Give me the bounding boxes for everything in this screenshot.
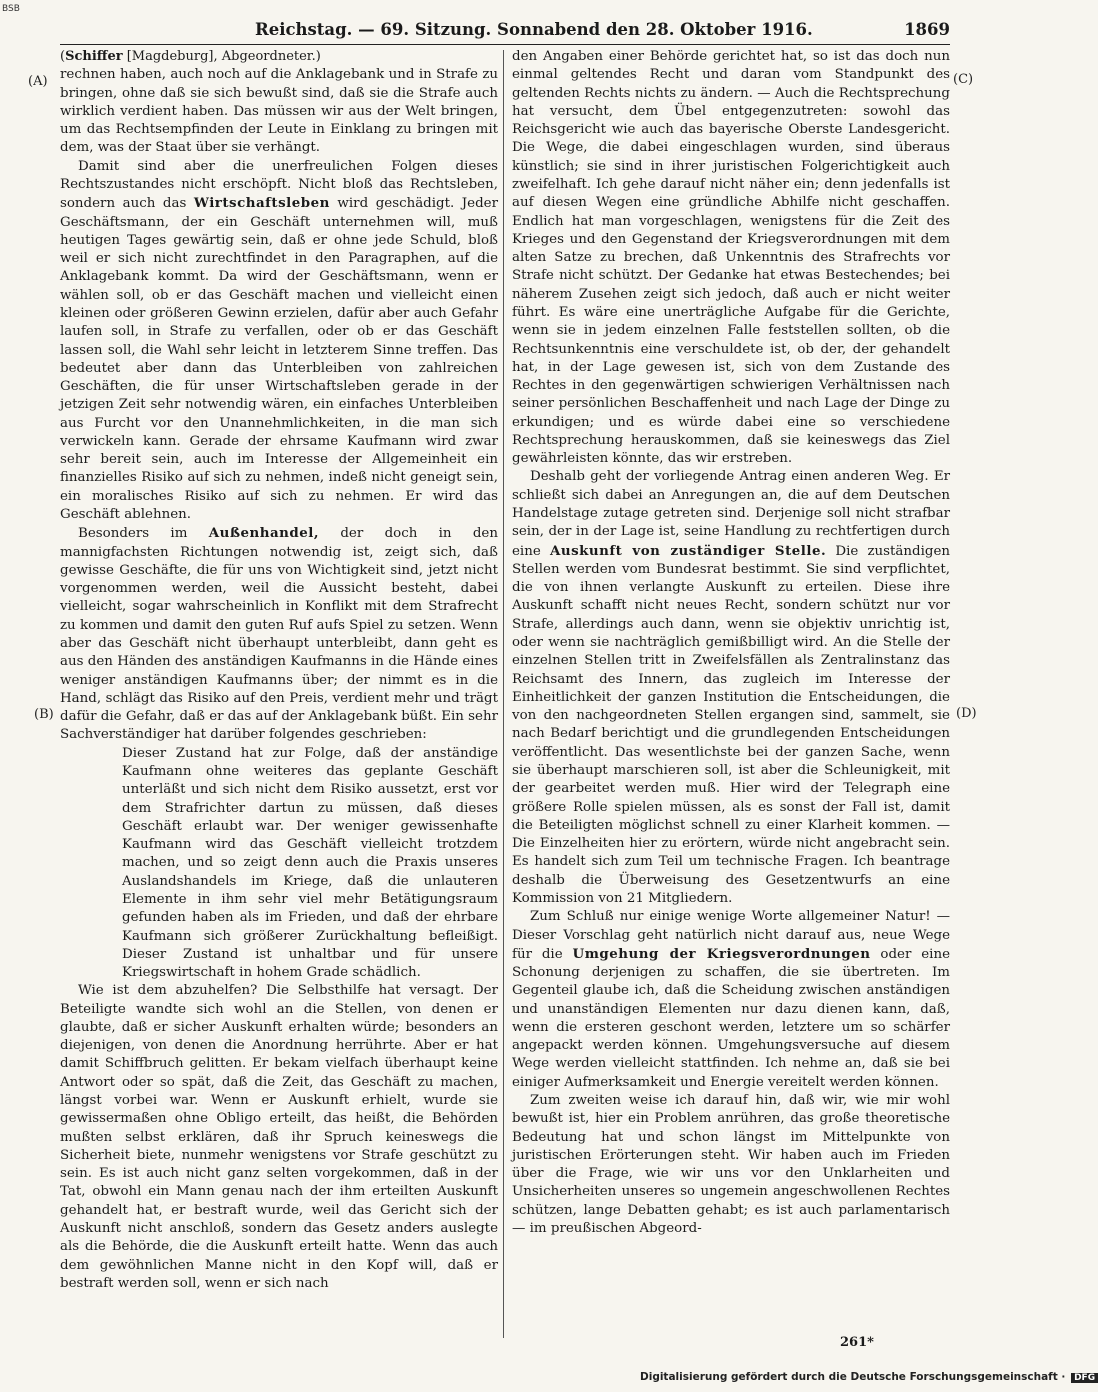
text-run: Zum Schluß nur einige wenige Worte allgemeiner Natur! — Dieser Vorschlag geht natürlich nicht darauf aus, neue Wege für die [512, 909, 950, 962]
speaker-name: Schiffer [65, 49, 123, 64]
header-title: Reichstag. — 69. Sitzung. Sonnabend den 28. Oktober 1916. [255, 20, 813, 39]
margin-marker-d: (D) [956, 706, 977, 721]
text-run: Die zuständigen Stellen werden vom Bundesrat bestimmt. Sie sind verpflichtet, die von ihnen verlangte Auskunft zu erteilen. Diese ihre Auskunft schafft nicht neues Recht, sondern schützt nur vor Strafe, allerdings auch dann, wenn sie objektiv unrichtig ist, oder wenn sie nachträglich gemißbilligt wird. An die Stelle der einzelnen Stellen tritt in Zweifelsfällen als Zentralinstanz das Reichsamt des Innern, das zugleich im Interesse der Einheitlichkeit der ganzen Institution die Entscheidungen, die von den nachgeordneten Stellen ergangen sind, sammelt, sie nach Bedarf berichtigt und die grundlegenden Entscheidungen veröffentlicht. Das wesentlichste bei der ganzen Sache, wenn sie überhaupt marschieren soll, ist aber die Schleunigkeit, mit der gearbeitet werden muß. Hier wird der Telegraph eine größere Rolle spielen müssen, als es sonst der Fall ist, damit die Beteiligten möglichst schnell zu einer Klarheit kommen. — Die Einzelheiten hier zu erörtern, würde nicht angebracht sein. Es handelt sich zum Teil um technische Fragen. Ich beantrage deshalb die Überweisung des Gesetzentwurfs an eine Kommission von 21 Mitgliedern. [512, 543, 950, 906]
footer [640, 1371, 1098, 1383]
paragraph: Wie ist dem abzuhelfen? Die Selbsthilfe hat versagt. Der Beteiligte wandte sich wohl an die Stellen, von denen er glaubte, daß er sicher Auskunft erhalten würde; besonders an diejenigen, von denen die Anordnung herrührte. Aber er hat damit Schiffbruch gelitten. Er bekam vielfach überhaupt keine Antwort oder so spät, daß die Zeit, das Geschäft zu machen, längst vorbei war. Wenn er Auskunft erhielt, wurde sie gewissermaßen ohne Obligo erteilt, das heißt, die Behörden mußten selbst erklären, daß ihr Spruch keineswegs die Sicherheit biete, nunmehr wenigstens vor Strafe geschützt zu sein. Es ist auch nicht ganz selten vorgekommen, daß in der Tat, obwohl ein Mann genau nach der ihm erteilten Auskunft gehandelt hat, er bestraft wurde, weil das Gericht sich der Auskunft nicht anschloß, sondern das Gesetz anders auslegte als die Behörde, die die Auskunft erteilt hatte. Wenn das auch dem gewöhnlichen Manne nicht in den Kopf will, daß er bestraft werden soll, wenn er sich nach [60, 983, 498, 1291]
text-run: Damit sind aber die unerfreulichen Folgen dieses Rechtszustandes nicht erschöpft. Nicht bloß das Rechtsleben, sondern auch das [60, 158, 498, 212]
text-run: Besonders im [78, 526, 209, 542]
column-divider [503, 50, 504, 1338]
page-header [60, 18, 950, 45]
speaker-info: [Magdeburg], Abgeordneter.) [122, 49, 321, 64]
signature-mark: 261* [840, 1335, 874, 1350]
paragraph: rechnen haben, auch noch auf die Anklagebank und in Strafe zu bringen, ohne daß sie sich bewußt sind, daß sie die Strafe auch wirklich verdient haben. Das müssen wir aus der Welt bringen, um das Rechtsempfinden der Leute in Einklang zu bringen mit dem, was der Staat über sie verhängt. [60, 67, 498, 156]
margin-marker-b: (B) [34, 707, 54, 722]
speaker-line: (Schiffer [Magdeburg], Abgeordneter.) [60, 49, 321, 64]
emphasis: Außenhandel, [208, 525, 320, 542]
emphasis: Auskunft von zuständiger Stelle. [549, 542, 827, 559]
paragraph [60, 158, 498, 525]
paragraph: Zum zweiten weise ich darauf hin, daß wir, wie mir wohl bewußt ist, hier ein Problem anrühren, das große theoretische Bedeutung hat und schon längst im Mittelpunkte von juristischen Erörterungen steht. Wir haben auch im Frieden über die Frage, wie wir uns vor den Unklarheiten und Unsicherheiten unseres so ungemein angeschwollenen Rechtes schützen, lange Debatten gehabt; es ist auch parlamentarisch — im preußischen Abgeord- [512, 1093, 950, 1236]
text-run: wird geschädigt. Jeder Geschäftsmann, der ein Geschäft unternehmen will, muß heutigen Tages gewärtig sein, daß er ohne jede Schuld, bloß weil er sich nicht zurechtfindet in den Paragraphen, auf die Anklagebank kommt. Da wird der Geschäftsmann, wenn er wählen soll, ob er das Geschäft machen und vielleicht einen kleinen oder größeren Gewinn erzielen, dafür aber auch Gefahr laufen soll, in Strafe zu verfallen, oder ob er das Geschäft lassen soll, die Wahl sehr leicht in letzterem Sinne treffen. Das bedeutet aber dann das Unterbleiben von zahlreichen Geschäften, die für unser Wirtschaftsleben gerade in der jetzigen Zeit sehr notwendig wären, ein einfaches Unterbleiben aus Furcht vor den Unannehmlichkeiten, in die man sich verwickeln kann. Gerade der ehrsame Kaufmann wird zwar sehr bereit sein, auch im Interesse der Allgemeinheit ein finanzielles Risiko auf sich zu nehmen, indeß nicht geneigt sein, ein moralisches Risiko auf sich zu nehmen. Er wird das Geschäft ablehnen. [60, 196, 498, 523]
text-run: Deshalb geht der vorliegende Antrag einen anderen Weg. Er schließt sich dabei an Anregungen an, die auf dem Deutschen Handelstage zutage getreten sind. Derjenige soll nicht strafbar sein, der in der Lage ist, seine Handlung zu rechtfertigen durch eine [512, 469, 950, 559]
emphasis: Umgehung der Kriegsverordnungen [572, 945, 871, 962]
paragraph: den Angaben einer Behörde gerichtet hat, so ist das doch nun einmal geltendes Recht und daran vom Standpunkt des geltenden Rechts nichts zu ändern. — Auch die Rechtsprechung hat versucht, dem Übel entgegenzutreten: sowohl das Reichsgericht wie auch das bayerische Oberste Landesgericht. Die Wege, die dabei eingeschlagen wurden, sind überaus künstlich; sie sind in ihrer juristischen Folgerichtigkeit auch zweifelhaft. Ich gehe darauf nicht näher ein; denn jedenfalls ist auf diesen Wegen eine gründliche Abhilfe nicht geschaffen. Endlich hat man vorgeschlagen, wenigstens für die Zeit des Krieges und den Gegenstand der Kriegsverordnungen mit dem alten Satze zu brechen, daß Unkenntnis des Strafrechts vor Strafe nicht schützt. Der Gedanke hat etwas Bestechendes; bei näherem Zusehen zeigt sich jedoch, daß auch er nicht weiter führt. Es wäre eine unerträgliche Aufgabe für die Gerichte, wenn sie in jedem einzelnen Falle feststellen sollten, ob die Rechtsunkenntnis eine verschuldete ist, ob der, der gehandelt hat, in der Lage gewesen ist, sich von dem Zustande des Rechtes in den gegenwärtigen schwierigen Verhältnissen nach seiner persönlichen Beschaffenheit und nach Lage der Dinge zu erkundigen; und es würde dabei eine so verschiedene Rechtsprechung herauskommen, daß sie keineswegs das Ziel gewährleisten könnte, das wir erstreben. [512, 49, 950, 467]
library-mark: BSB [2, 4, 20, 14]
right-column [512, 48, 950, 1238]
page-number: 1869 [904, 20, 950, 39]
paragraph [512, 468, 950, 908]
dfg-logo: DFG [1071, 1373, 1098, 1383]
footer-text: Digitalisierung gefördert durch die Deutsche Forschungsgemeinschaft · [640, 1371, 1066, 1383]
text-run: der doch in den mannigfachsten Richtungen notwendig ist, zeigt sich, daß gewisse Geschäfte, die für uns von Wichtigkeit sind, jetzt nicht vorgenommen werden, weil die Aussicht besteht, dabei vielleicht, sogar wahrscheinlich in Konflikt mit dem Strafrecht zu kommen und damit den guten Ruf aufs Spiel zu setzen. Wenn aber das Geschäft nicht überhaupt unterbleibt, dann geht es aus den Händen des anständigen Kaufmanns in die Hände eines weniger anständigen Kaufmanns über; der nimmt es in die Hand, schlägt das Risiko auf den Preis, verdient mehr und trägt dafür die Gefahr, daß er das auf der Anklagebank büßt. Ein sehr Sachverständiger hat darüber folgendes geschrieben: [60, 526, 498, 743]
margin-marker-a: (A) [28, 74, 48, 89]
margin-marker-c: (C) [953, 72, 974, 87]
emphasis: Wirtschaftsleben [193, 195, 330, 212]
paragraph [512, 908, 950, 1092]
quotation: Dieser Zustand hat zur Folge, daß der anständige Kaufmann ohne weiteres das geplante Geschäft unterläßt und sich nicht dem Risiko aussetzt, erst vor dem Strafrichter dartun zu müssen, daß dieses Geschäft erlaubt war. Der weniger gewissenhafte Kaufmann wird das Geschäft vielleicht trotzdem machen, und so zeigt denn auch die Praxis unseres Auslandshandels im Kriege, daß die unlauteren Elemente in ihm sehr viel mehr Betätigungsraum gefunden haben als im Frieden, und daß der ehrbare Kaufmann sich größerer Zurückhaltung befleißigt. Dieser Zustand ist unhaltbar und für unsere Kriegswirtschaft in hohem Grade schädlich. [122, 745, 498, 981]
text-run: oder eine Schonung derjenigen zu schaffen, die sie übertreten. Im Gegenteil glaube ich, daß die Scheidung zwischen anständigen und unanständigen Elementen nur dazu dienen kann, daß, wenn die ersteren geschont werden, letztere um so schärfer angepackt werden können. Umgehungsversuche auf diesem Wege werden vielleicht stattfinden. Ich nehme an, daß sie bei einiger Aufmerksamkeit und Energie vereitelt werden können. [512, 946, 951, 1090]
paragraph [60, 524, 498, 744]
left-column [60, 48, 498, 1293]
